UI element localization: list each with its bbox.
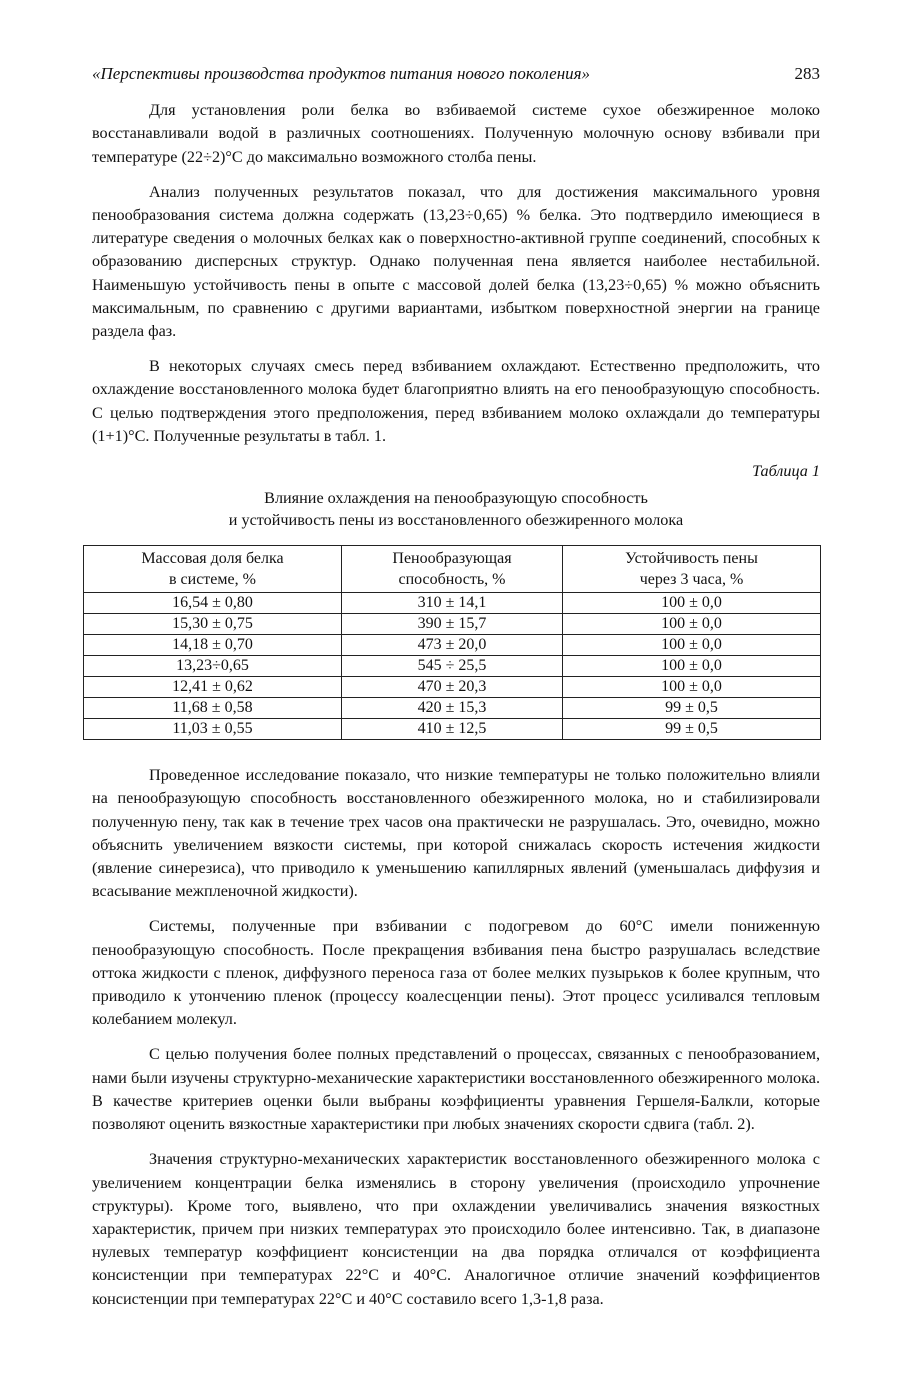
paragraph: В некоторых случаях смесь перед взбиванием охлаждают. Естественно предположить, что охлаждение восстановленного молока будет благоприятно влиять на его пенообразующую способность. С целью подтверждения этого предположения, перед взбиванием молоко охлаждали до температуры (1+1)°С. Полученные результаты в табл. 1.	[92, 357, 820, 445]
page-number: 283	[794, 64, 820, 83]
table-cell: 100 ± 0,0	[563, 593, 821, 614]
column-header-foaming	[341, 546, 562, 593]
paragraph: С целью получения более полных представлений о процессах, связанных с пенообразованием, нами были изучены структурно-механические характеристики восстановленного обезжиренного молока. В качестве критериев оценки были выбраны коэффициенты уравнения Гершеля-Балкли, которые позволяют оценить вязкостные характеристики при любых значениях скорости сдвига (табл. 2).	[92, 1045, 820, 1134]
table-row	[84, 656, 821, 677]
header-text: способность, %	[398, 571, 506, 589]
table-cell: 16,54 ± 0,80	[84, 593, 342, 614]
table-cell: 470 ± 20,3	[341, 677, 562, 698]
table-caption-line: Влияние охлаждения на пенообразующую способность	[264, 489, 648, 508]
table-caption	[92, 487, 820, 531]
page-header	[92, 62, 820, 85]
table-cell: 13,23÷0,65	[84, 656, 342, 677]
paragraph: Проведенное исследование показало, что низкие температуры не только положительно влияли на пенообразующую способность восстановленного обезжиренного молока, но и стабилизировали полученную пену, так как в течение трех часов она практически не разрушалась. Это, очевидно, можно объяснить увеличением вязкости системы, при которой снижалась скорость истечения жидкости (явление синерезиса), что приводило к уменьшению капиллярных явлений (уменьшалась диффузия и всасывание межпленочной жидкости).	[92, 766, 820, 901]
column-header-stability	[563, 546, 821, 593]
table-header-row	[84, 546, 821, 593]
paragraph: Для установления роли белка во взбиваемой системе сухое обезжиренное молоко восстанавливали водой в различных соотношениях. Полученную молочную основу взбивали при температуре (22÷2)°С до максимально возможного столба пены.	[92, 101, 820, 166]
paragraph: Системы, полученные при взбивании с подогревом до 60°С имели пониженную пенообразующую способность. После прекращения взбивания пена быстро разрушалась вследствие оттока жидкости с пленок, диффузного переноса газа от более мелких пузырьков к более крупным, что приводило к утончению пленок (процессу коалесценции пены). Этот процесс усиливался тепловым колебанием молекул.	[92, 917, 820, 1029]
table-row	[84, 635, 821, 656]
table-cell: 310 ± 14,1	[341, 593, 562, 614]
header-text: Пенообразующая	[392, 550, 512, 568]
table-cell: 100 ± 0,0	[563, 635, 821, 656]
header-text: через 3 часа, %	[639, 571, 744, 589]
table-cell: 473 ± 20,0	[341, 635, 562, 656]
table-cell: 99 ± 0,5	[563, 698, 821, 719]
table-cell: 100 ± 0,0	[563, 656, 821, 677]
column-header-protein	[84, 546, 342, 593]
paragraph: Анализ полученных результатов показал, что для достижения максимального уровня пенообразования система должна содержать (13,23÷0,65) % белка. Это подтвердило имеющиеся в литературе сведения о молочных белках как о поверхностно-активной группе соединений, способных к образованию дисперсных структур. Однако полученная пена является наиболее нестабильной. Наименьшую устойчивость пены в опыте с массовой долей белка (13,23÷0,65) % можно объяснить максимальным, по сравнению с другими вариантами, избытком поверхностной энергии на границе раздела фаз.	[92, 182, 820, 341]
page	[92, 62, 820, 1323]
table-cell: 100 ± 0,0	[563, 677, 821, 698]
table-cell: 545 ÷ 25,5	[341, 656, 562, 677]
data-table	[83, 545, 821, 740]
table-row	[84, 677, 821, 698]
table-row	[84, 593, 821, 614]
header-text: в системе, %	[168, 571, 256, 589]
table-caption-line: и устойчивость пены из восстановленного обезжиренного молока	[228, 511, 684, 530]
table-cell: 410 ± 12,5	[341, 719, 562, 740]
table-cell: 420 ± 15,3	[341, 698, 562, 719]
running-title: «Перспективы производства продуктов питания нового поколения»	[92, 64, 591, 83]
table-cell: 15,30 ± 0,75	[84, 614, 342, 635]
table-label: Таблица 1	[752, 462, 820, 481]
table-cell: 11,03 ± 0,55	[84, 719, 342, 740]
table-cell: 100 ± 0,0	[563, 614, 821, 635]
table-row	[84, 719, 821, 740]
paragraph: Значения структурно-механических характеристик восстановленного обезжиренного молока с увеличением концентрации белка изменялись в сторону увеличения (происходило упрочнение структуры). Кроме того, выявлено, что при охлаждении увеличивались значения вязкостных характеристик, причем при низких температурах это происходило более интенсивно. Так, в диапазоне нулевых температур коэффициент консистенции на два порядка отличался от коэффициента консистенции при температурах 22°С и 40°С. Аналогичное отличие значений коэффициентов консистенции при температурах 22°С и 40°С составило всего 1,3-1,8 раза.	[92, 1150, 820, 1308]
table-cell: 14,18 ± 0,70	[84, 635, 342, 656]
header-text: Устойчивость пены	[625, 550, 758, 568]
table-cell: 12,41 ± 0,62	[84, 677, 342, 698]
table-row	[84, 614, 821, 635]
table-cell: 99 ± 0,5	[563, 719, 821, 740]
header-text: Массовая доля белка	[141, 550, 284, 568]
table-cell: 11,68 ± 0,58	[84, 698, 342, 719]
table-cell: 390 ± 15,7	[341, 614, 562, 635]
table-row	[84, 698, 821, 719]
